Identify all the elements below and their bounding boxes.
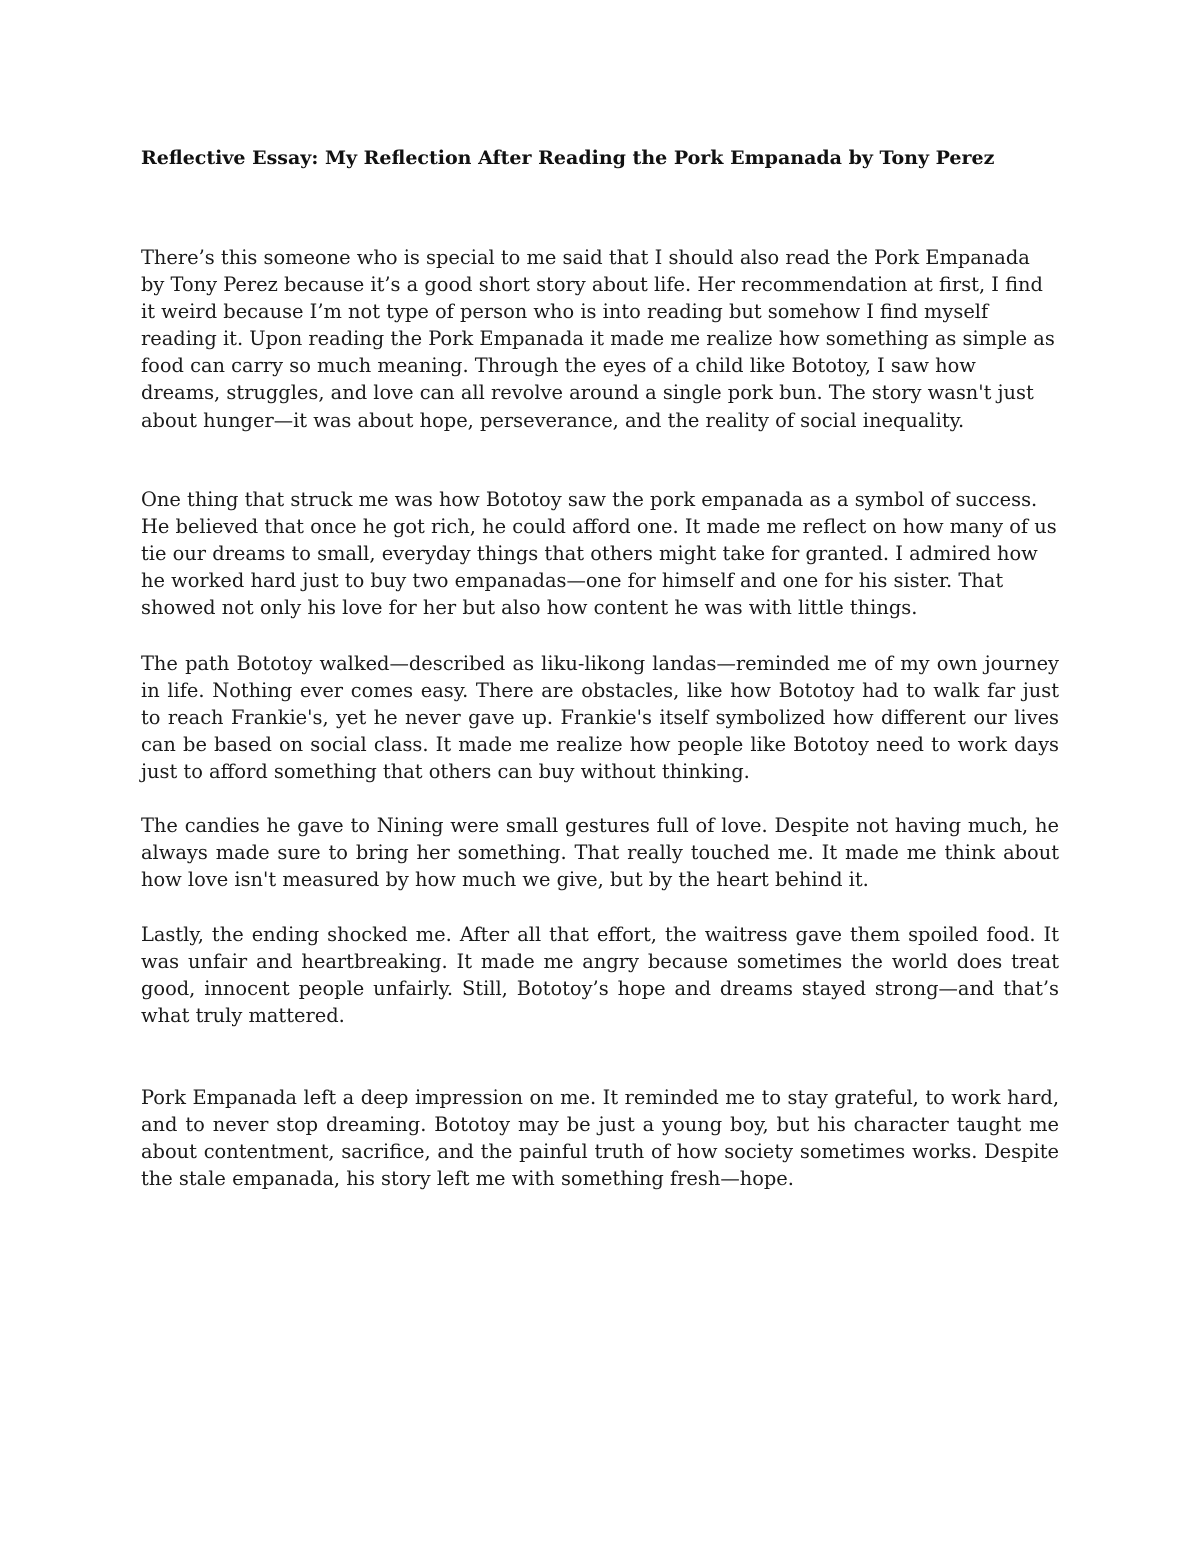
essay-paragraph-symbol: One thing that struck me was how Bototoy saw the pork empanada as a symbol of success. He believed that once he got rich, he could afford one. It made me reflect on how many of us tie our dreams to small, everyday things that others might take for granted. I admired how he worked hard just to buy two empanadas—one for himself and one for his sister. That showed not only his love for her but also how content he was with little things. [141,488,1057,620]
essay-paragraph-ending: Lastly, the ending shocked me. After all that effort, the waitress gave them spoiled food. It was unfair and heartbreaking. It made me angry because sometimes the world does treat good, innocent people unfairly. Still, Bototoy’s hope and dreams stayed strong—and that’s what truly mattered. [141,923,1059,1028]
essay-paragraph-path: The path Bototoy walked—described as liku-likong landas—reminded me of my own journey in life. Nothing ever comes easy. There are obstacles, like how Bototoy had to walk far just to reach Frankie's, yet he never gave up. Frankie's itself symbolized how different our lives can be based on social class. It made me realize how people like Bototoy need to work days just to afford something that others can buy without thinking. [141,652,1059,784]
essay-paragraph-conclusion: Pork Empanada left a deep impression on me. It reminded me to stay grateful, to work hard, and to never stop dreaming. Bototoy may be just a young boy, but his character taught me about contentment, sacrifice, and the painful truth of how society sometimes works. Despite the stale empanada, his story left me with something fresh—hope. [141,1086,1059,1191]
essay-title: Reflective Essay: My Reflection After Reading the Pork Empanada by Tony Perez [141,147,995,169]
essay-paragraph-intro: There’s this someone who is special to me said that I should also read the Pork Empanada by Tony Perez because it’s a good short story about life. Her recommendation at first, I find it weird because I’m not type of person who is into reading but somehow I find myself reading it. Upon reading the Pork Empanada it made me realize how something as simple as food can carry so much meaning. Through the eyes of a child like Bototoy, I saw how dreams, struggles, and love can all revolve around a single pork bun. The story wasn't just about hunger—it was about hope, perseverance, and the reality of social inequality. [141,246,1055,432]
essay-paragraph-candies: The candies he gave to Nining were small gestures full of love. Despite not having much, he always made sure to bring her something. That really touched me. It made me think about how love isn't measured by how much we give, but by the heart behind it. [141,814,1059,892]
